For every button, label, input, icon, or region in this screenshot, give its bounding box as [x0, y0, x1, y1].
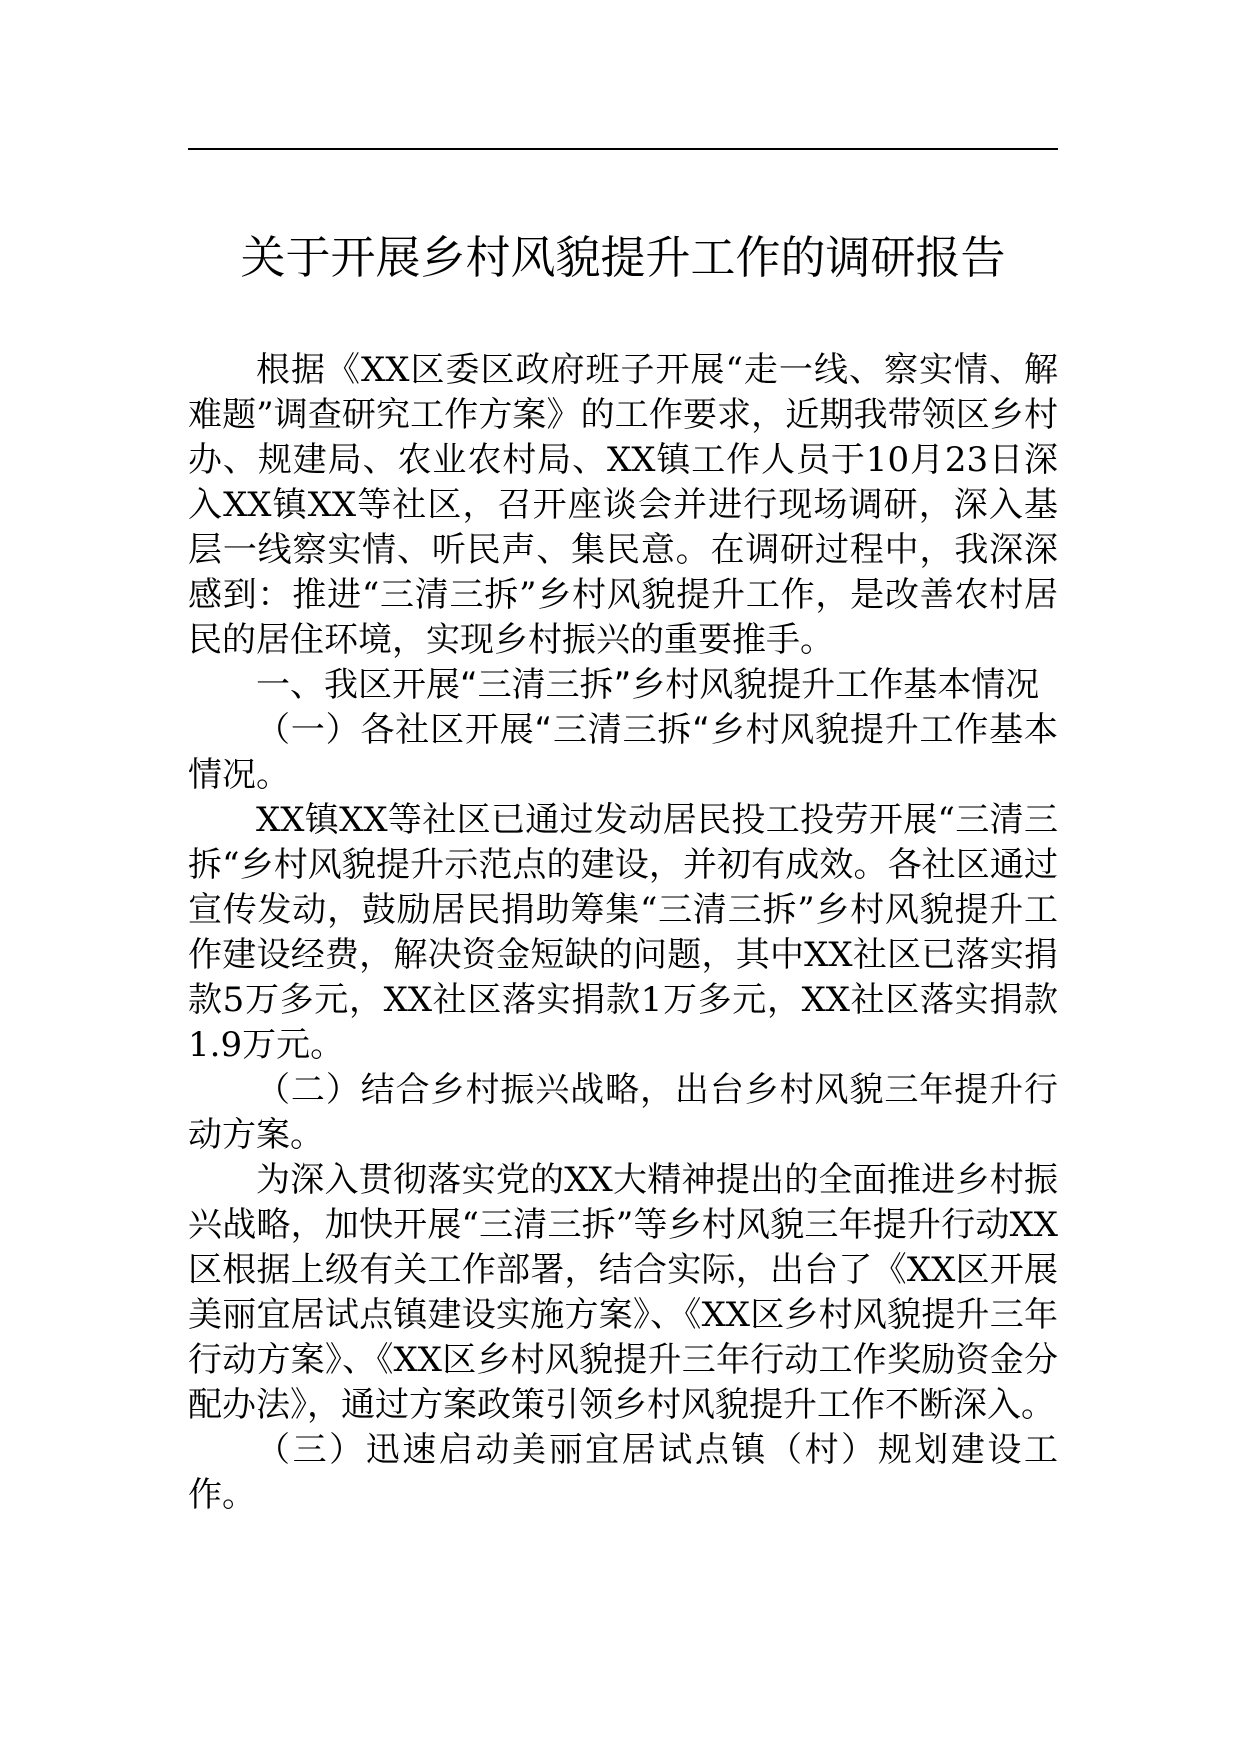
subsection-paragraph-2: 为深入贯彻落实党的XX大精神提出的全面推进乡村振兴战略，加快开展“三清三拆”等乡村风貌三年提升行动XX区根据上级有关工作部署，结合实际，出台了《XX区开展美丽宜居试点镇建设实施方案》、《XX区乡村风貌提升三年行动方案》、《XX区乡村风貌提升三年行动工作奖励资金分配办法》，通过方案政策引领乡村风貌提升工作不断深入。 — [188, 1160, 1058, 1425]
header-rule — [188, 148, 1058, 150]
subsection-heading-3: （三）迅速启动美丽宜居试点镇（村）规划建设工作。 — [188, 1430, 1058, 1515]
section-heading-1: 一、我区开展“三清三拆”乡村风貌提升工作基本情况 — [256, 665, 1040, 705]
document-title: 关于开展乡村风貌提升工作的调研报告 — [240, 231, 1006, 284]
document-body — [188, 348, 1058, 1518]
intro-paragraph: 根据《XX区委区政府班子开展“走一线、察实情、解难题”调查研究工作方案》的工作要求，近期我带领区乡村办、规建局、农业农村局、XX镇工作人员于10月23日深入XX镇XX等社区，召开座谈会并进行现场调研，深入基层一线察实情、听民声、集民意。在调研过程中，我深深感到：推进“三清三拆”乡村风貌提升工作，是改善农村居民的居住环境，实现乡村振兴的重要推手。 — [188, 350, 1058, 660]
subsection-heading-2: （二）结合乡村振兴战略，出台乡村风貌三年提升行动方案。 — [188, 1070, 1058, 1155]
subsection-paragraph-1: XX镇XX等社区已通过发动居民投工投劳开展“三清三拆“乡村风貌提升示范点的建设，并初有成效。各社区通过宣传发动，鼓励居民捐助筹集“三清三拆”乡村风貌提升工作建设经费，解决资金短缺的问题，其中XX社区已落实捐款5万多元，XX社区落实捐款1万多元，XX社区落实捐款1.9万元。 — [188, 800, 1058, 1065]
subsection-heading-1: （一）各社区开展“三清三拆“乡村风貌提升工作基本情况。 — [188, 710, 1058, 795]
